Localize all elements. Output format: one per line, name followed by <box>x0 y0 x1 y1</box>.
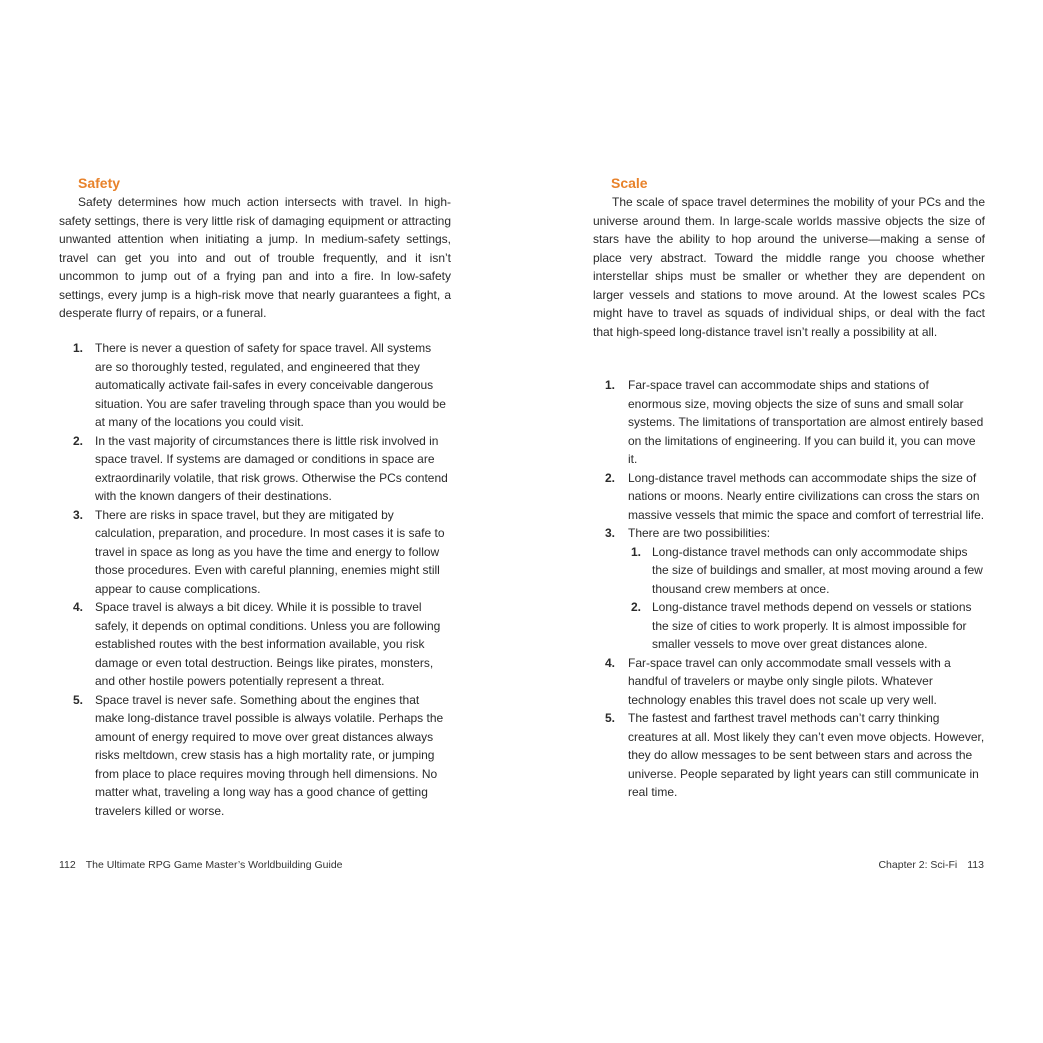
list-item <box>593 376 985 469</box>
section-heading-safety: Safety <box>78 175 121 191</box>
book-title: The Ultimate RPG Game Master’s Worldbuilding Guide <box>85 859 343 871</box>
list-item-text: There are risks in space travel, but they are mitigated by calculation, preparation, and procedure. In most cases it is safe to travel in space as long as you have the time and energy to follow those procedures. Even with careful planning, enemies might still appear to cause complications. <box>95 507 445 596</box>
sub-list-item <box>628 543 985 599</box>
list-number: 3. <box>605 526 616 540</box>
left-page-number: 112 <box>59 859 76 871</box>
list-item <box>59 691 451 821</box>
list-item <box>593 709 985 802</box>
safety-intro-paragraph: Safety determines how much action intersects with travel. In high-safety settings, there is very little risk of damaging equipment or attracting unwanted attention when initiating a jump. In medium-safety settings, travel can get you into and out of trouble frequently, and it isn’t uncommon to jump out of a frying pan and into a fire. In low-safety settings, every jump is a high-risk move that nearly guarantees a fight, a desperate flurry of repairs, or a funeral. <box>59 195 451 320</box>
list-number: 2. <box>73 433 84 448</box>
list-item-text: In the vast majority of circumstances there is little risk involved in space travel. If systems are damaged or conditions in space are extraordinarily volatile, that risk grows. Otherwise the PCs contend with the known dangers of their destinations. <box>95 433 448 503</box>
list-item <box>593 524 985 654</box>
section-heading-scale: Scale <box>611 175 648 191</box>
list-item-text: Far-space travel can accommodate ships and stations of enormous size, moving objects the size of suns and small solar systems. The limitations of transportation are almost entirely based on the limitations of engineering. If you can build it, you can move it. <box>628 378 984 466</box>
list-item <box>59 506 451 599</box>
scale-sub-list <box>628 543 985 654</box>
list-number: 4. <box>73 600 84 614</box>
list-number: 1. <box>605 378 616 392</box>
list-item-text: Space travel is never safe. Something about the engines that make long-distance travel possible is always volatile. Perhaps the amount of energy required to move over great distances always risks meltdown, crew stasis has a high mortality rate, or jumping from place to place requires moving through hell dimensions. No matter what, traveling a long way has a good chance of getting travelers killed or worse. <box>95 692 444 818</box>
list-item-text: Long-distance travel methods can accommodate ships the size of nations or moons. Nearly entire civilizations can cross the stars on massive vessels that mimic the space and comfort of terrestrial life. <box>628 470 985 522</box>
list-item-text: Space travel is always a bit dicey. While it is possible to travel safely, it depends on optimal conditions. Unless you are following established routes with the best information available, you risk damage or even total destruction. Beings like pirates, monsters, and other hostile powers potentially represent a threat. <box>95 600 441 688</box>
list-number: 5. <box>73 692 84 707</box>
sub-list-number: 1. <box>631 544 642 559</box>
list-number: 3. <box>73 507 84 522</box>
list-item <box>59 339 451 432</box>
safety-numbered-list <box>59 339 451 820</box>
list-number: 4. <box>605 655 616 670</box>
scale-intro-paragraph: The scale of space travel determines the mobility of your PCs and the universe around them. In large-scale worlds massive objects the size of stars have the ability to hop around the universe—making a sense of place very abstract. Toward the middle range you choose whether interstellar ships must be smaller or whether they are dependent on larger vessels and stations to move around. At the lowest scales PCs might have to travel as squads of individual ships, or deal with the fact that high-speed long-distance travel isn’t really a possibility at all. <box>593 195 985 339</box>
right-page <box>593 0 985 1043</box>
list-number: 5. <box>605 711 616 725</box>
scale-numbered-list <box>593 376 985 802</box>
list-item <box>59 432 451 506</box>
right-page-footer <box>878 858 984 872</box>
sub-list-number: 2. <box>631 600 642 614</box>
left-page <box>59 0 451 1043</box>
sub-list-item-text: Long-distance travel methods depend on vessels or stations the size of cities to work properly. It is almost impossible for smaller vessels to move over great distances alone. <box>652 600 972 651</box>
list-item <box>593 654 985 710</box>
sub-list-item <box>628 598 985 654</box>
left-page-footer <box>59 858 343 872</box>
list-item-text: There are two possibilities: <box>628 526 771 540</box>
list-number: 2. <box>605 470 616 485</box>
list-item-text: There is never a question of safety for space travel. All systems are so thoroughly tested, regulated, and engineered that they automatically activate fail-safes in every conceivable dangerous situation. You are safer traveling through space than you would be at many of the locations you could visit. <box>95 341 446 429</box>
chapter-title: Chapter 2: Sci-Fi <box>878 859 958 871</box>
list-item-text: Far-space travel can only accommodate small vessels with a handful of travelers or maybe only single pilots. Whatever technology enables this travel does not scale up very well. <box>628 655 951 707</box>
right-page-number: 113 <box>967 859 984 871</box>
list-item <box>593 469 985 525</box>
list-number: 1. <box>73 341 84 355</box>
list-item <box>59 598 451 691</box>
list-item-text: The fastest and farthest travel methods can’t carry thinking creatures at all. Most likely they can’t even move objects. However, they do allow messages to be sent between stars and across the universe. People separated by light years can still communicate in real time. <box>628 711 985 799</box>
sub-list-item-text: Long-distance travel methods can only accommodate ships the size of buildings and smaller, at most moving around a few thousand crew members at once. <box>652 544 983 596</box>
